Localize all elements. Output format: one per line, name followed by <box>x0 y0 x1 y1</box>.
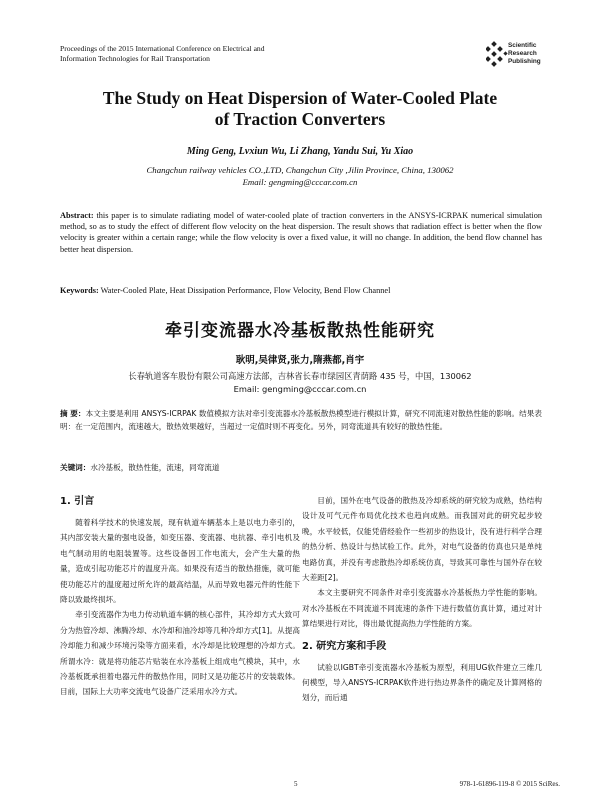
keywords-cn-label: 关键词： <box>60 463 91 472</box>
section-1-paragraph-2: 牵引变流器作为电力传动轨道车辆的核心部件，其冷却方式大致可分为热管冷却、沸腾冷却、水冷却和油冷却等几种冷却方式[1]。从提高冷却能力和减少环境污染等方面来看，水冷却是比较理想的冷却方式。所谓水冷：就是将功能芯片贴装在水冷基板上组成电气模块，其中，水冷基板既承担着电器元件的散热作用，同时又是功能芯片的安装载体。目前，国际上大功率交流电气设备广泛采用水冷方式。 <box>60 610 300 697</box>
title-en-line-1: The Study on Heat Dispersion of Water-Cooled Plate <box>102 88 498 108</box>
paper-title-cn: 牵引变流器水冷基板散热性能研究 <box>165 321 435 341</box>
affiliation-cn-email: Email: gengming@cccar.com.cn <box>233 384 367 394</box>
abstract-cn <box>60 408 542 433</box>
title-en-line-2: of Traction Converters <box>214 109 386 129</box>
keywords-en-label: Keywords: <box>60 286 99 295</box>
keywords-en-text: Water-Cooled Plate, Heat Dissipation Performance, Flow Velocity, Bend Flow Channel <box>98 286 391 295</box>
proceedings-header <box>60 44 360 64</box>
publisher-line-2: Research <box>508 50 537 57</box>
page-number: 5 <box>294 780 298 788</box>
keywords-en <box>60 285 542 296</box>
right-column <box>302 493 542 706</box>
keywords-cn-text: 水冷基板，散热性能，流速，同弯流道 <box>90 463 220 472</box>
abstract-en <box>60 210 542 255</box>
authors-en: Ming Geng, Lvxiun Wu, Li Zhang, Yandu Sui, Yu Xiao <box>186 146 414 157</box>
proceedings-line-2: Information Technologies for Rail Transportation <box>60 54 210 63</box>
paper-title-en <box>40 88 560 130</box>
left-column <box>60 493 300 700</box>
abstract-cn-label: 摘 要： <box>60 409 86 418</box>
affiliation-en-email: Email: gengming@cccar.com.cn <box>242 177 358 187</box>
publisher-name <box>508 42 541 66</box>
publisher-line-1: Scientific <box>508 42 537 49</box>
authors-cn: 耿明,吴律贤,张力,隋燕都,肖宇 <box>235 355 365 366</box>
isbn-copyright: 978-1-61896-119-8 © 2015 SciRes. <box>459 780 560 788</box>
section-1-paragraph-1: 随着科学技术的快速发展，现有轨道车辆基本上是以电力牵引的，其内部安装大量的强电设备，如变压器、变流器、电抗器、牵引电机及电气制动用的电阻装置等。这些设备因工作电流大，会产生大量的热量，造成引起功能芯片的温度升高。如果没有适当的散热措施，就可能使功能芯片的温度超过所允许的最高结温，从而导致电器元件的性能下降以致最终损坏。 <box>60 518 300 605</box>
proceedings-line-1: Proceedings of the 2015 International Conference on Electrical and <box>60 44 265 53</box>
abstract-en-label: Abstract: <box>60 211 94 220</box>
publisher-line-3: Publishing <box>508 58 541 65</box>
affiliation-en-line-1: Changchun railway vehicles CO.,LTD, Changchun City ,Jilin Province, China, 130062 <box>146 165 454 175</box>
abstract-cn-text: 本文主要是利用 ANSYS-ICRPAK 数值模拟方法对牵引变流器水冷基板散热模型进行模拟计算，研究不同流速对散热性能的影响。结果表明：在一定范围内，流速越大，散热效果越好，当超过一定值时则不再变化。另外，同弯流道具有较好的散热性能。 <box>60 409 542 431</box>
affiliation-en <box>40 164 560 188</box>
abstract-en-text: this paper is to simulate radiating model of water-cooled plate of traction converters in the ANSYS-ICRPAK numerical simulation method, so as to study the effect of different flow velocity on the heat dispersion. The result shows that radiation effect is better when the flow velocity is greater within a certain range; while the flow velocity is over a fixed value, it will no change. In addition, the bend flow channel has better heat dispersion. <box>60 211 542 254</box>
keywords-cn <box>60 462 542 473</box>
section-2-heading: 2. 研究方案和手段 <box>302 640 387 652</box>
right-column-paragraph-1: 目前，国外在电气设备的散热及冷却系统的研究较为成熟，热结构设计及可气元件布局优化技术也趋向成熟。而我国对此的研究起步较晚，水平较低，仅能凭借经验作一些初步的热设计，没有进行科学合理的热分析、热设计与热试验工作。此外，对电气设备的仿真也只是单纯电路仿真，并没有考虑散热冷却系统仿真，导致其可靠性与国外存在较大差距[2]。 <box>302 496 542 583</box>
affiliation-cn <box>40 370 560 396</box>
section-1-heading: 1. 引言 <box>60 496 95 507</box>
affiliation-cn-line-1: 长春轨道客车股份有限公司高速方法部，吉林省长春市绿园区青荫路 435 号，中国，130062 <box>128 371 472 381</box>
section-2-paragraph-1: 试验以IGBT牵引变流器水冷基板为原型，利用UG软件建立三维几何模型，导入ANSYS-ICRPAK软件进行热边界条件的确定及计算网格的划分，而后通 <box>302 662 542 703</box>
right-column-paragraph-2: 本文主要研究不同条件对牵引变流器水冷基板热力学性能的影响。对水冷基板在不同流道不同流速的条件下进行数值仿真计算，通过对计算结果进行对比，得出最优提高热力学性能的方案。 <box>302 588 542 629</box>
